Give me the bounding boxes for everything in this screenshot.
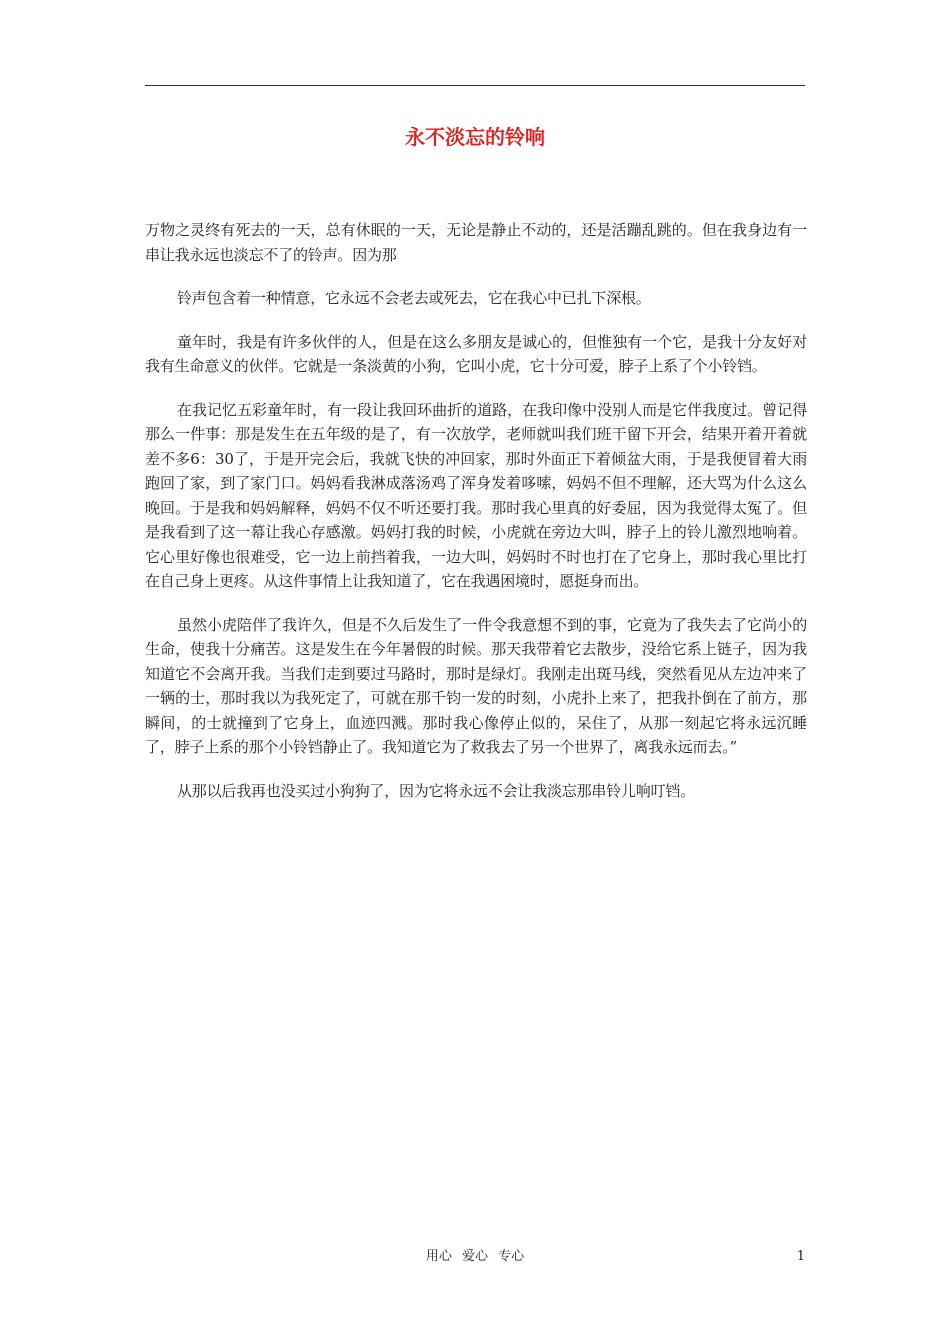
document-body [145, 218, 807, 822]
paragraph-2: 铃声包含着一种情意，它永远不会老去或死去，它在我心中已扎下深根。 [177, 289, 651, 307]
footer-motto: 用心 爱心 专心 [425, 1249, 525, 1264]
paragraph-5: 虽然小虎陪伴了我许久，但是不久后发生了一件令我意想不到的事，它竟为了我失去了它尚小的生命，使我十分痛苦。这是发生在今年暑假的时候。那天我带着它去散步，没给它系上链子，因为我知道它不会离开我。当我们走到要过马路时，那时是绿灯。我刚走出斑马线，突然看见从左边冲来了一辆的士，那时我以为我死定了，可就在那千钧一发的时刻，小虎扑上来了，把我扑倒在了前方，那瞬间，的士就撞到了它身上，血迹四溅。那时我心像停止似的，呆住了，从那一刻起它将永远沉睡了，脖子上系的那个小铃铛静止了。我知道它为了救我去了另一个世界了，离我永远而去。” [145, 615, 807, 756]
paragraph-1: 万物之灵终有死去的一天，总有休眠的一天，无论是静止不动的，还是活蹦乱跳的。但在我身边有一串让我永远也淡忘不了的铃声。因为那 [145, 221, 807, 264]
paragraph-6: 从那以后我再也没买过小狗狗了，因为它将永远不会让我淡忘那串铃儿响叮铛。 [177, 781, 696, 800]
paragraph-3: 童年时，我是有许多伙伴的人，但是在这么多朋友是诚心的，但惟独有一个它，是我十分友好对我有生命意义的伙伴。它就是一条淡黄的小狗，它叫小虎，它十分可爱，脖子上系了个小铃铛。 [145, 332, 807, 375]
paragraph-4: 在我记忆五彩童年时，有一段让我回环曲折的道路，在我印像中没别人而是它伴我度过。曾记得那么一件事：那是发生在五年级的是了，有一次放学，老师就叫我们班干留下开会，结果开着开着就差不多6：30了，于是开完会后，我就飞快的冲回家，那时外面正下着倾盆大雨，于是我便冒着大雨跑回了家，到了家门口。妈妈看我淋成落汤鸡了浑身发着哆嗦，妈妈不但不理解，还大骂为什么这么晚回。于是我和妈妈解释，妈妈不仅不听还要打我。那时我心里真的好委屈，因为我觉得太冤了。但是我看到了这一幕让我心存感激。妈妈打我的时候，小虎就在旁边大叫，脖子上的铃儿激烈地响着。它心里好像也很难受，它一边上前挡着我，一边大叫，妈妈时不时也打在了它身上，那时我心里比打在自己身上更疼。从这件事情上让我知道了，它在我遇困境时，愿挺身而出。 [145, 400, 807, 590]
page-number: 1 [796, 1249, 805, 1264]
header-rule [145, 85, 805, 86]
document-title: 永不淡忘的铃响 [405, 125, 545, 149]
